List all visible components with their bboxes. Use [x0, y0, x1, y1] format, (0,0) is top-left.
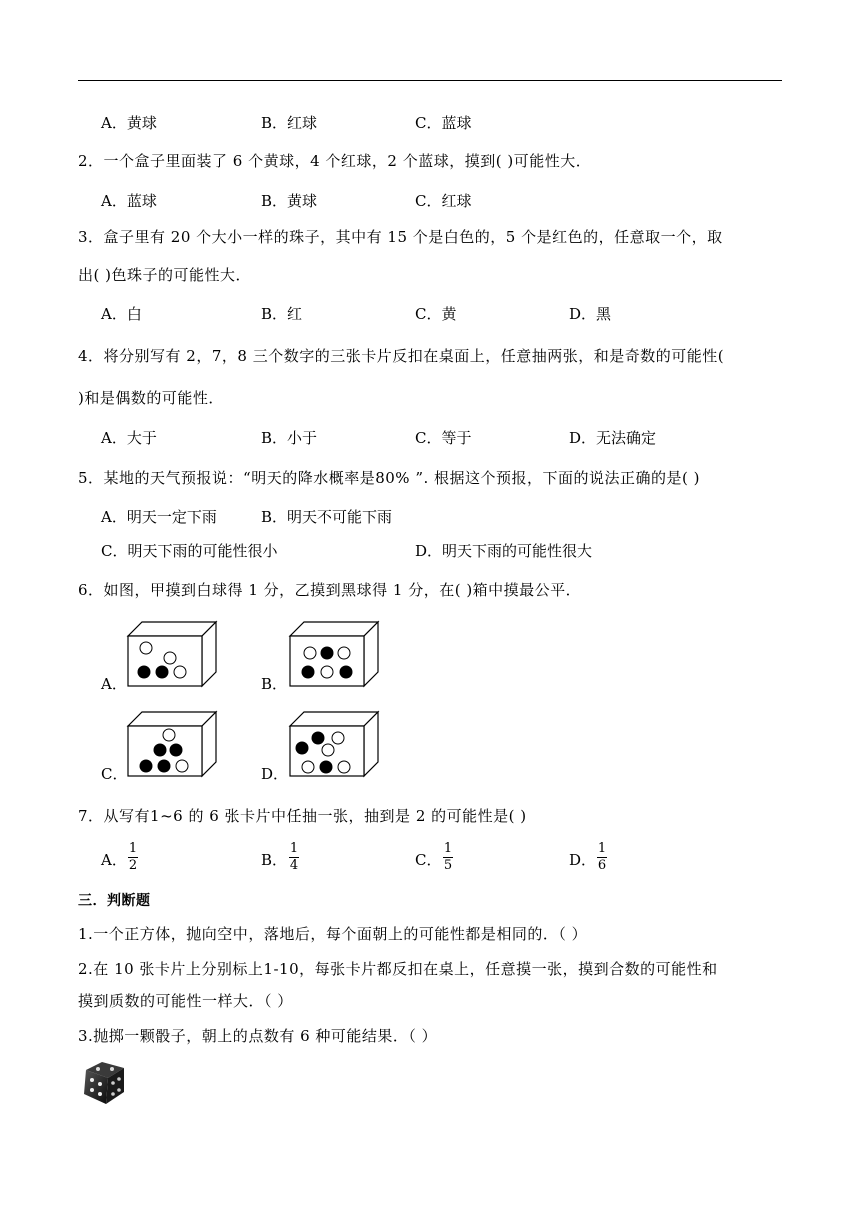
q4-option-a[interactable]: A．大于: [101, 429, 157, 447]
q5-option-a[interactable]: A．明天一定下雨: [101, 508, 217, 526]
q2-text: 2．一个盒子里面装了 6 个黄球，4 个红球，2 个蓝球，摸到( )可能性大．: [78, 152, 592, 170]
q7-option-d-label[interactable]: D．: [569, 851, 597, 869]
fraction-numerator: 1: [597, 841, 607, 856]
q3-option-b[interactable]: B．红: [261, 305, 303, 323]
q5-option-b[interactable]: B．明天不可能下雨: [261, 508, 393, 526]
q5-text: 5．某地的天气预报说：“明天的降水概率是80% ”. 根据这个预报，下面的说法正确的是( ): [78, 469, 701, 487]
judge-item-2-line2: 摸到质数的可能性一样大．（ ）: [78, 992, 293, 1010]
q6-option-d-label[interactable]: D．: [261, 765, 289, 783]
fraction-denominator: 5: [443, 858, 453, 873]
q7-text: 7．从写有1~6 的 6 张卡片中任抽一张，抽到是 2 的可能性是( ): [78, 807, 527, 825]
q4-option-d[interactable]: D．无法确定: [569, 429, 657, 447]
judge-item-2-line1: 2.在 10 张卡片上分别标上1-10，每张卡片都反扣在桌上，任意摸一张，摸到合数的可能性和: [78, 960, 718, 978]
header-rule: [78, 80, 782, 81]
q3-text-line1: 3．盒子里有 20 个大小一样的珠子，其中有 15 个是白色的，5 个是红色的，任意取一个，取: [78, 228, 723, 246]
q6-option-b-label[interactable]: B．: [261, 675, 288, 693]
q1-option-c[interactable]: C．蓝球: [415, 114, 472, 132]
q4-option-b[interactable]: B．小于: [261, 429, 318, 447]
q6-box-b[interactable]: [286, 620, 380, 688]
q7-option-b-label[interactable]: B．: [261, 851, 288, 869]
q1-option-b[interactable]: B．红球: [261, 114, 318, 132]
q7-option-a-label[interactable]: A．: [101, 851, 127, 869]
q4-text-line2: )和是偶数的可能性．: [78, 389, 224, 407]
q2-option-b[interactable]: B．黄球: [261, 192, 318, 210]
q5-option-d[interactable]: D．明天下雨的可能性很大: [415, 542, 593, 560]
q7-option-c-label[interactable]: C．: [415, 851, 442, 869]
fraction-denominator: 4: [289, 858, 299, 873]
section-3-title: 三．判断题: [78, 893, 151, 909]
q3-option-d[interactable]: D．黑: [569, 305, 612, 323]
q7-option-c-fraction: [443, 842, 453, 873]
fraction-numerator: 1: [443, 841, 453, 856]
q6-box-a[interactable]: [124, 620, 218, 688]
q5-option-c[interactable]: C．明天下雨的可能性很小: [101, 542, 278, 560]
q1-option-a[interactable]: A．黄球: [101, 114, 157, 132]
q4-text-line1: 4．将分别写有 2，7，8 三个数字的三张卡片反扣在桌面上，任意抽两张，和是奇数的可能性(: [78, 347, 725, 365]
fraction-denominator: 2: [128, 858, 138, 873]
judge-item-1: 1.一个正方体，抛向空中，落地后，每个面朝上的可能性都是相同的．（ ）: [78, 925, 588, 943]
dice-icon: [80, 1060, 128, 1106]
q7-option-b-fraction: [289, 842, 299, 873]
fraction-numerator: 1: [289, 841, 299, 856]
q7-option-d-fraction: [597, 842, 607, 873]
q3-option-a[interactable]: A．白: [101, 305, 142, 323]
q3-text-line2: 出( )色珠子的可能性大．: [78, 266, 251, 284]
fraction-numerator: 1: [128, 841, 138, 856]
q6-box-d[interactable]: [286, 710, 380, 778]
q7-option-a-fraction: [128, 842, 138, 873]
judge-item-3: 3.抛掷一颗骰子，朝上的点数有 6 种可能结果．（ ）: [78, 1027, 438, 1045]
q3-option-c[interactable]: C．黄: [415, 305, 457, 323]
q2-option-a[interactable]: A．蓝球: [101, 192, 157, 210]
fraction-denominator: 6: [597, 858, 607, 873]
q2-option-c[interactable]: C．红球: [415, 192, 472, 210]
q6-text: 6．如图，甲摸到白球得 1 分，乙摸到黑球得 1 分，在( )箱中摸最公平．: [78, 581, 582, 599]
q4-option-c[interactable]: C．等于: [415, 429, 472, 447]
q6-option-a-label[interactable]: A．: [101, 675, 127, 693]
q6-box-c[interactable]: [124, 710, 218, 778]
q6-option-c-label[interactable]: C．: [101, 765, 128, 783]
